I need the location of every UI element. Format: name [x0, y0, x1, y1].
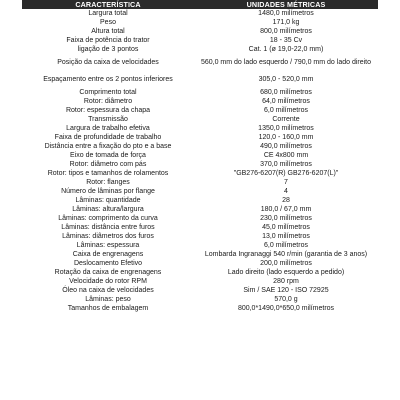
row-label: Velocidade do rotor RPM	[69, 277, 147, 285]
row-value: 1480,0 milímetros	[258, 9, 314, 17]
column-header-characteristic: CARACTERÍSTICA	[22, 0, 194, 9]
row-label: Espaçamento entre os 2 pontos inferiores	[43, 75, 173, 83]
row-value: 280 rpm	[273, 277, 299, 285]
row-label: Lâminas: distância entre furos	[61, 223, 155, 231]
row-label: Tamanhos de embalagem	[67, 304, 149, 312]
row-label: Lâminas: comprimento da curva	[58, 214, 158, 222]
row-label: Lâminas: peso	[85, 295, 131, 303]
row-value: 64,0 milímetros	[262, 97, 310, 105]
row-value: 230,0 milímetros	[260, 214, 312, 222]
table-row	[22, 268, 378, 277]
row-value: 305,0 - 520,0 mm	[258, 75, 314, 83]
row-value: 7	[284, 178, 288, 186]
table-row	[22, 71, 378, 88]
table-row	[22, 295, 378, 304]
table-row	[22, 88, 378, 97]
row-value: 800,0*1490,0*650,0 milímetros	[237, 304, 335, 312]
row-value: 560,0 mm do lado esquerdo / 790,0 mm do lado direito	[200, 58, 372, 66]
row-label: Largura de trabalho efetiva	[66, 124, 150, 132]
table-row	[22, 133, 378, 142]
table-row	[22, 97, 378, 106]
table-row	[22, 277, 378, 286]
row-value: 120,0 - 160,0 mm	[258, 133, 314, 141]
table-row	[22, 214, 378, 223]
table-row	[22, 115, 378, 124]
row-label: Faixa de profundidade de trabalho	[54, 133, 162, 141]
table-row	[22, 187, 378, 196]
row-value: 4	[284, 187, 288, 195]
table-row	[22, 223, 378, 232]
table-row	[22, 196, 378, 205]
row-value: 18 - 35 Cv	[269, 36, 303, 44]
row-value: CE 4x800 mm	[263, 151, 309, 159]
row-value: 28	[282, 196, 290, 204]
row-label: Lâminas: diâmetros dos furos	[62, 232, 154, 240]
row-value: Sim / SAE 120 - ISO 72925	[243, 286, 329, 294]
row-value: 200,0 milímetros	[260, 259, 312, 267]
spec-table	[22, 0, 378, 313]
row-value: 1350,0 milímetros	[258, 124, 314, 132]
table-row	[22, 160, 378, 169]
table-row	[22, 205, 378, 214]
table-row	[22, 54, 378, 71]
row-label: Distância entre a fixação do pto e a base	[44, 142, 172, 150]
column-header-metric-units: UNIDADES MÉTRICAS	[194, 0, 378, 9]
row-label: Altura total	[91, 27, 125, 35]
table-row	[22, 45, 378, 54]
row-value: 180,0 / 67,0 mm	[260, 205, 312, 213]
row-label: Peso	[100, 18, 116, 26]
row-value: 800,0 milímetros	[260, 27, 312, 35]
row-label: Rotor: tipos e tamanhos de rolamentos	[47, 169, 169, 177]
table-row	[22, 124, 378, 133]
row-value: 13,0 milímetros	[262, 232, 310, 240]
table-row	[22, 304, 378, 313]
row-label: Lâminas: quantidade	[75, 196, 141, 204]
row-label: Transmissão	[88, 115, 128, 123]
row-value: Lado direito (lado esquerdo a pedido)	[227, 268, 345, 276]
row-label: Caixa de engrenagens	[72, 250, 144, 258]
row-label: ligação de 3 pontos	[77, 45, 139, 53]
table-row	[22, 9, 378, 18]
table-row	[22, 286, 378, 295]
row-label: Lâminas: altura/largura	[72, 205, 144, 213]
row-value: 171,0 kg	[272, 18, 300, 26]
row-label: Eixo de tomada de força	[70, 151, 146, 159]
row-value: 6,0 milímetros	[264, 241, 308, 249]
table-row	[22, 27, 378, 36]
row-label: Deslocamento Efetivo	[73, 259, 143, 267]
row-label: Rotação da caixa de engrenagens	[54, 268, 162, 276]
table-row	[22, 250, 378, 259]
row-label: Rotor: espessura da chapa	[65, 106, 151, 114]
table-row	[22, 241, 378, 250]
row-label: Rotor: flanges	[86, 178, 130, 186]
row-value: 570,0 g	[274, 295, 298, 303]
table-row	[22, 18, 378, 27]
row-value: 680,0 milímetros	[260, 88, 312, 96]
table-row	[22, 178, 378, 187]
row-value: 370,0 milímetros	[260, 160, 312, 168]
row-label: Óleo na caixa de velocidades	[62, 286, 154, 294]
row-label: Posição da caixa de velocidades	[57, 58, 159, 66]
table-row	[22, 259, 378, 268]
table-row	[22, 142, 378, 151]
row-label: Largura total	[88, 9, 128, 17]
row-value: "GB276-6207(R) GB276-6207(L)"	[233, 169, 339, 177]
row-value: Corrente	[272, 115, 300, 123]
table-row	[22, 106, 378, 115]
row-value: 45,0 milímetros	[262, 223, 310, 231]
table-row	[22, 169, 378, 178]
row-label: Rotor: diâmetro	[83, 97, 133, 105]
row-label: Comprimento total	[79, 88, 137, 96]
row-label: Rotor: diâmetro com pás	[69, 160, 147, 168]
row-value: Lombarda Ingranaggi 540 r/min (garantia de 3 anos)	[204, 250, 368, 258]
row-value: 490,0 milímetros	[260, 142, 312, 150]
table-row	[22, 151, 378, 160]
spec-table-body	[22, 9, 378, 313]
table-row	[22, 36, 378, 45]
row-value: Cat. 1 (ø 19,0-22,0 mm)	[248, 45, 324, 53]
table-header-row	[22, 0, 378, 9]
table-row	[22, 232, 378, 241]
row-label: Faixa de potência do trator	[66, 36, 150, 44]
row-label: Número de lâminas por flange	[61, 187, 155, 195]
row-value: 6,0 milímetros	[264, 106, 308, 114]
row-label: Lâminas: espessura	[76, 241, 140, 249]
